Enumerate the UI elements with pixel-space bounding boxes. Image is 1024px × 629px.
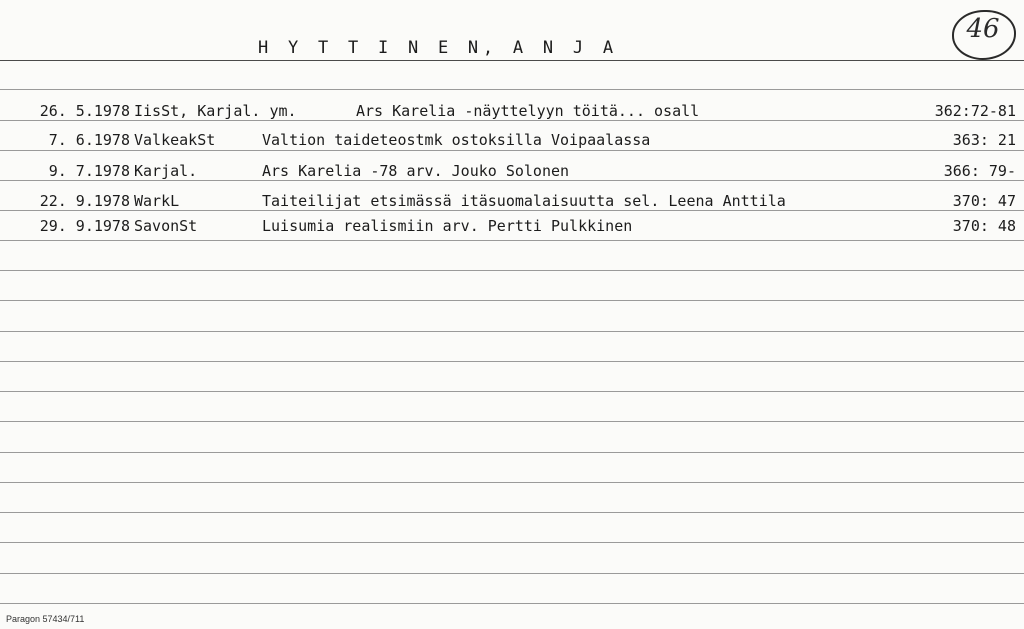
entry-reference: 363: 21 (952, 131, 1016, 149)
person-name: H Y T T I N E N, A N J A (258, 38, 618, 58)
ruled-line (0, 573, 1024, 574)
entry-source: IisSt, Karjal. ym. (134, 102, 297, 120)
ruled-line (0, 452, 1024, 453)
card-print-code: Paragon 57434/711 (6, 614, 85, 624)
ruled-line (0, 60, 1024, 61)
ruled-line (0, 512, 1024, 513)
entry-text: Luisumia realismiin arv. Pertti Pulkkinen (262, 217, 633, 235)
entry-text: Ars Karelia -78 arv. Jouko Solonen (262, 162, 570, 180)
entry-row (0, 102, 1024, 126)
entry-row (0, 192, 1024, 216)
entry-reference: 362:72-81 (934, 102, 1016, 120)
ruled-line (0, 391, 1024, 392)
ruled-line (0, 361, 1024, 362)
entry-source: SavonSt (134, 217, 198, 235)
entry-row (0, 217, 1024, 241)
entry-source: ValkeakSt (134, 131, 216, 149)
entry-date: 29. 9.1978 (39, 217, 130, 235)
entry-row (0, 162, 1024, 186)
ruled-line (0, 331, 1024, 332)
handwritten-number: 46 (966, 14, 1000, 44)
entry-row (0, 131, 1024, 155)
entry-date: 26. 5.1978 (39, 102, 130, 120)
ruled-line (0, 89, 1024, 90)
ruled-line (0, 482, 1024, 483)
ruled-line (0, 300, 1024, 301)
entry-date: 7. 6.1978 (48, 131, 130, 149)
entry-source: WarkL (134, 192, 180, 210)
entry-reference: 366: 79- (943, 162, 1016, 180)
entry-reference: 370: 47 (952, 192, 1016, 210)
entry-source: Karjal. (134, 162, 198, 180)
entry-date: 9. 7.1978 (48, 162, 130, 180)
entry-date: 22. 9.1978 (39, 192, 130, 210)
entry-text: Taiteilijat etsimässä itäsuomalaisuutta sel. Leena Anttila (262, 192, 786, 210)
ruled-line (0, 603, 1024, 604)
entry-text: Ars Karelia -näyttelyyn töitä... osall (356, 102, 700, 120)
ruled-line (0, 542, 1024, 543)
ruled-line (0, 270, 1024, 271)
entry-text: Valtion taideteostmk ostoksilla Voipaalassa (262, 131, 651, 149)
entry-reference: 370: 48 (952, 217, 1016, 235)
ruled-line (0, 421, 1024, 422)
